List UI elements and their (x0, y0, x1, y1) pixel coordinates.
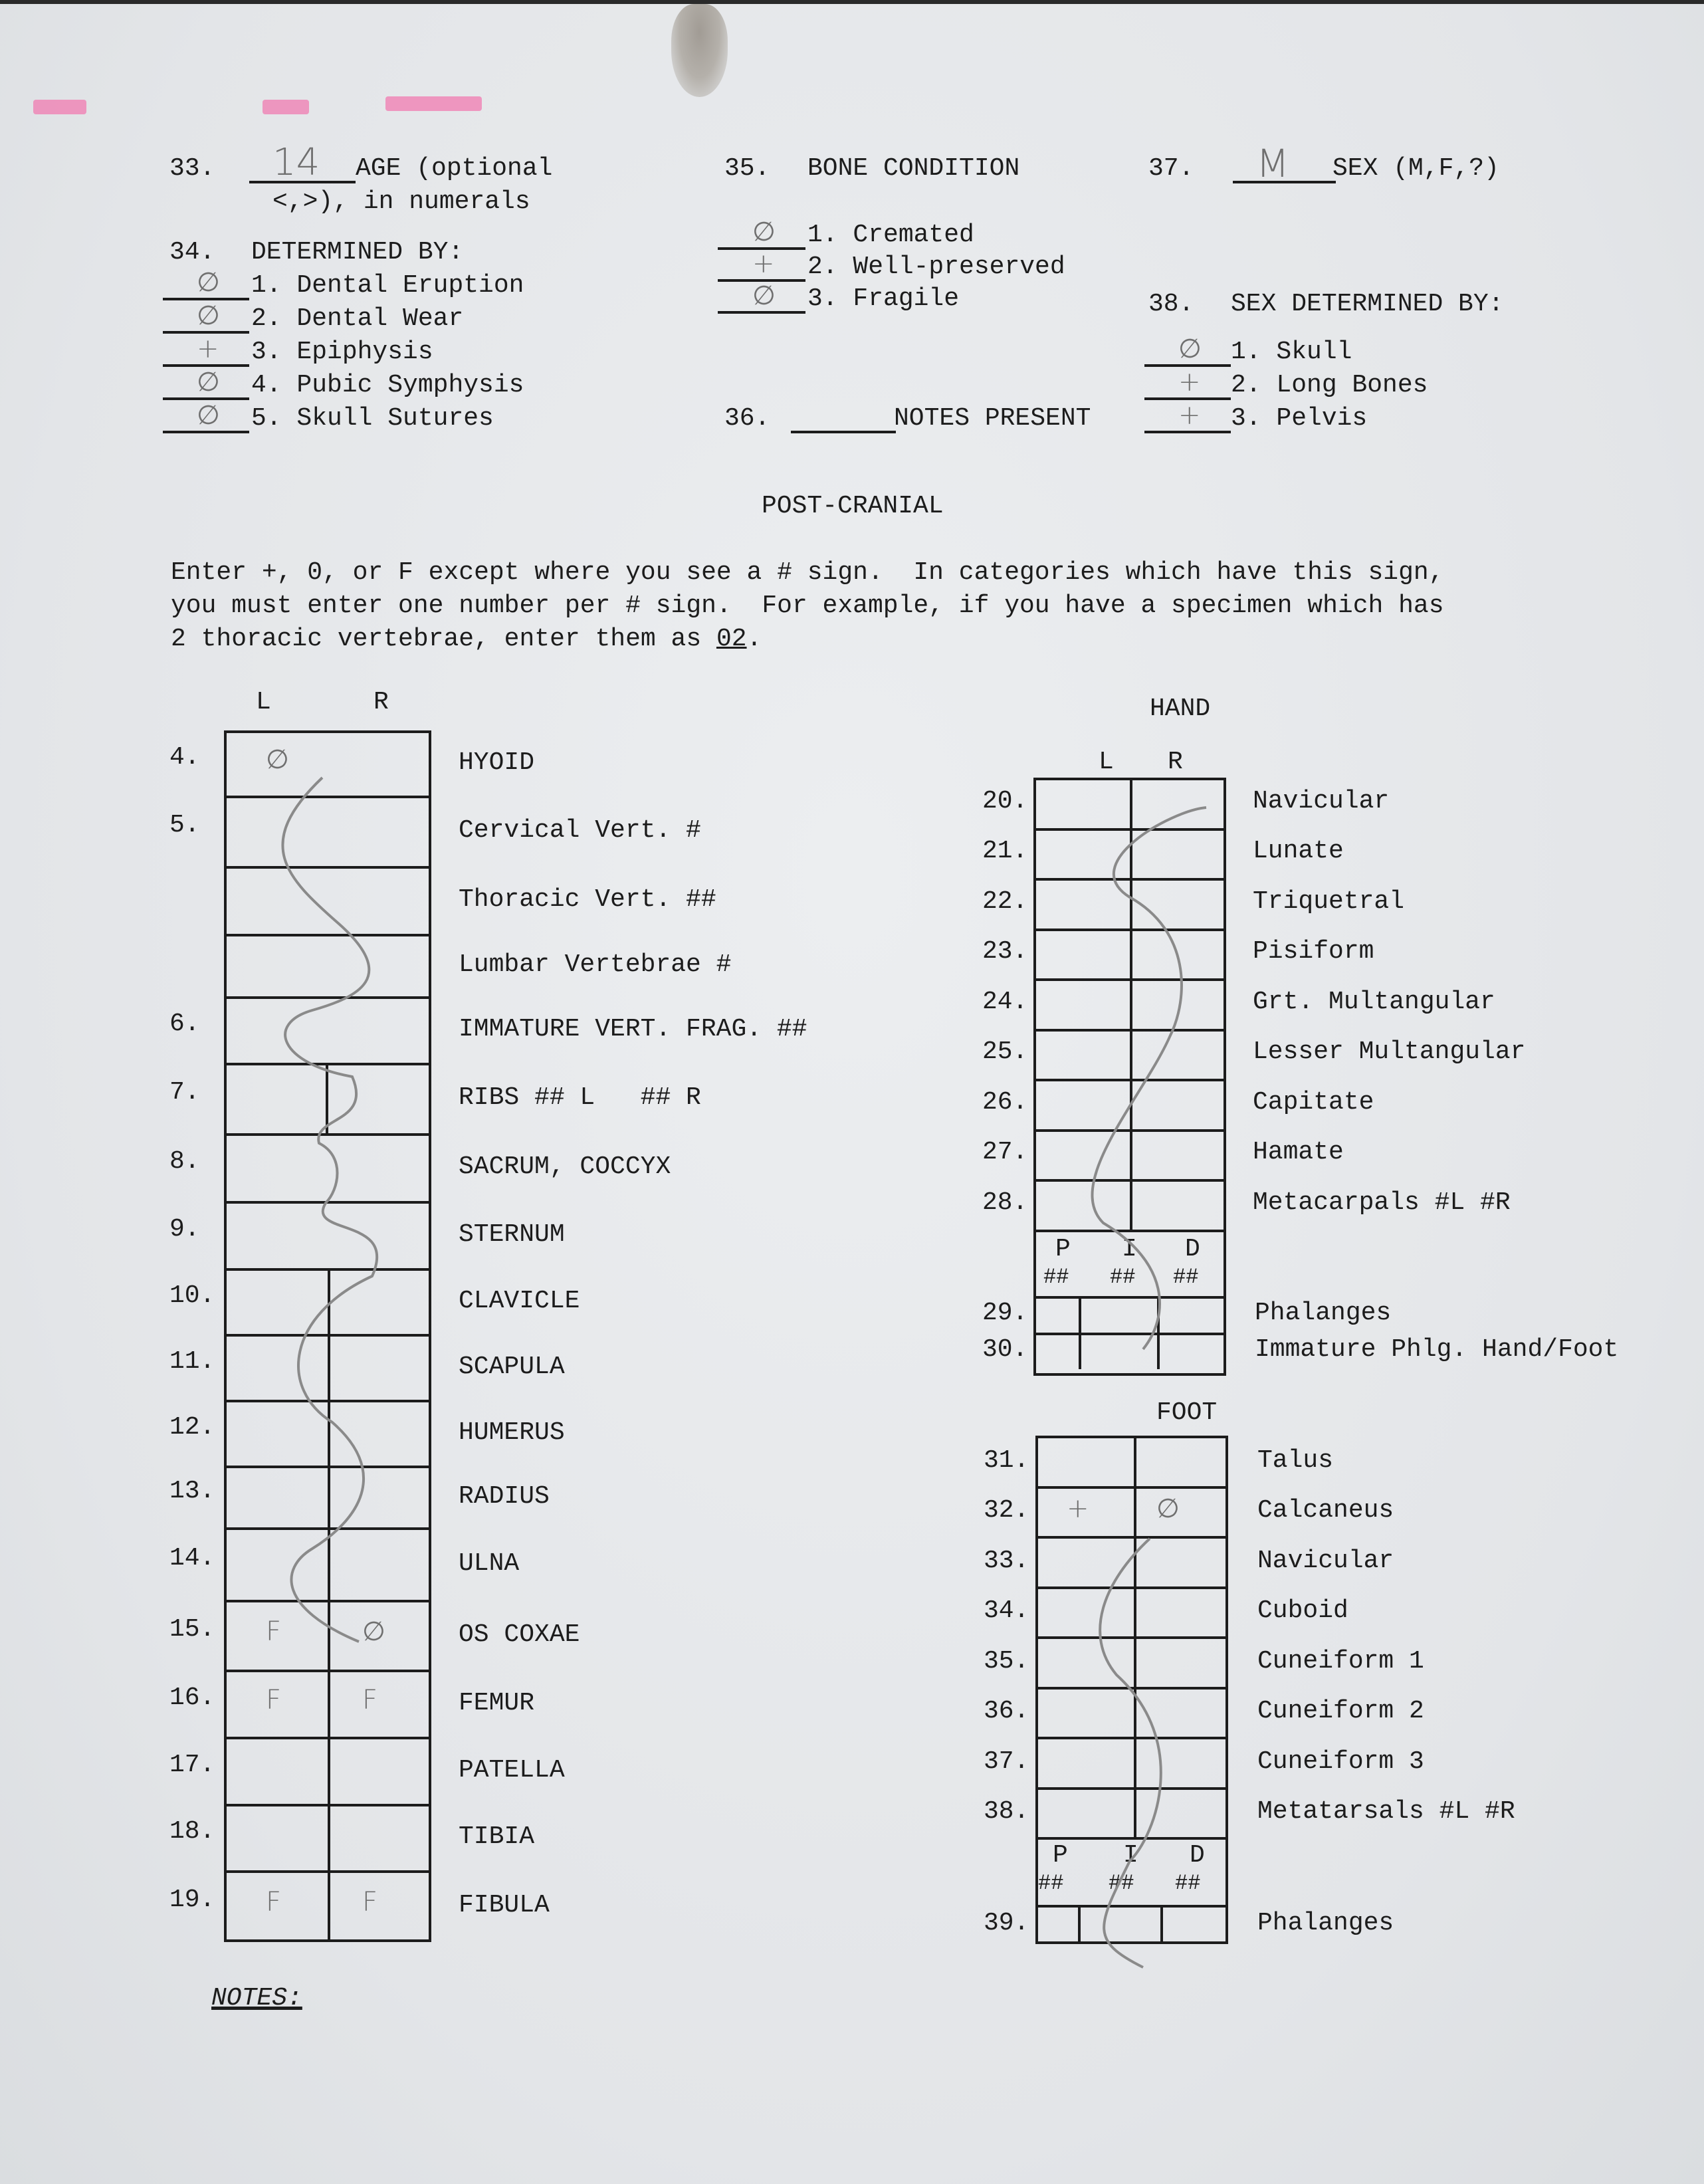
row-number: 13. (169, 1476, 215, 1505)
row-number: 19. (169, 1886, 215, 1914)
row-label: Metatarsals #L #R (1257, 1797, 1515, 1826)
column-divider (1078, 1905, 1081, 1943)
row-label: Phalanges (1255, 1299, 1392, 1327)
left-cell[interactable]: + (1067, 1493, 1089, 1525)
row-label: RADIUS (459, 1481, 550, 1511)
option-label: 3. Pelvis (1231, 404, 1368, 433)
option-mark[interactable]: ∅ (1178, 334, 1202, 364)
row-divider (1033, 1333, 1226, 1335)
row-number: 17. (169, 1750, 215, 1779)
row-label: HUMERUS (459, 1418, 565, 1447)
row-number: 31. (984, 1446, 1029, 1475)
column-divider (1134, 1486, 1136, 1537)
example-tail: . (746, 625, 762, 653)
row-number: 8. (169, 1147, 200, 1176)
row-number: 24. (982, 987, 1028, 1016)
row-label: OS COXAE (459, 1620, 580, 1649)
column-divider (1157, 1333, 1160, 1369)
pid-marks: ## (1110, 1264, 1136, 1289)
row-number: 11. (169, 1347, 215, 1376)
row-label: Cuboid (1257, 1596, 1348, 1626)
row-number: 18. (169, 1817, 215, 1846)
row-number: 22. (982, 887, 1028, 916)
option-label: 5. Skull Sutures (251, 404, 494, 433)
item35-number: 35. (724, 154, 770, 183)
column-divider (1160, 1905, 1163, 1943)
right-cell[interactable]: ∅ (1156, 1493, 1180, 1525)
row-label: Calcaneus (1257, 1496, 1394, 1525)
row-number: 12. (169, 1412, 215, 1442)
row-divider (1035, 1486, 1228, 1489)
option-field-line (718, 311, 805, 314)
pid-header: P (1053, 1841, 1068, 1870)
option-label: 2. Dental Wear (251, 304, 464, 333)
row-label: SCAPULA (459, 1352, 565, 1381)
row-number: 6. (169, 1010, 200, 1038)
row-number: 14. (169, 1543, 215, 1573)
row-divider (224, 1133, 431, 1136)
notes-label: NOTES: (211, 1984, 302, 2013)
hand-col-right: R (1168, 748, 1183, 776)
row-label: Metacarpals #L #R (1253, 1188, 1511, 1217)
option-mark[interactable]: ∅ (197, 267, 220, 298)
row-divider (1033, 1230, 1226, 1232)
option-label: 3. Fragile (807, 284, 960, 313)
row-number: 15. (169, 1614, 215, 1644)
column-divider (1130, 928, 1132, 979)
column-divider (1134, 1586, 1136, 1637)
row-label: IMMATURE VERT. FRAG. ## (459, 1015, 807, 1043)
row-label: Lesser Multangular (1253, 1037, 1526, 1067)
column-divider (1130, 878, 1132, 928)
row-number: 4. (169, 743, 200, 772)
column-divider (328, 1400, 330, 1466)
item33-number: 33. (169, 154, 215, 183)
row-divider (224, 934, 431, 936)
row-label: Navicular (1257, 1546, 1394, 1575)
option-label: 1. Dental Eruption (251, 271, 524, 300)
item36-number: 36. (724, 404, 770, 433)
instructions-line-3 (171, 625, 762, 654)
sex-label: SEX (M,F,?) (1332, 154, 1499, 183)
row-label: Navicular (1253, 786, 1390, 816)
column-divider (1134, 1436, 1136, 1486)
column-left-label: L (256, 688, 271, 716)
column-divider (1130, 1129, 1132, 1180)
option-mark[interactable]: ∅ (197, 300, 220, 331)
row-label: CLAVICLE (459, 1286, 580, 1315)
pid-header: D (1185, 1234, 1200, 1263)
item38-number: 38. (1148, 290, 1194, 318)
row-label: RIBS ## L ## R (459, 1083, 701, 1112)
row-label: Lunate (1253, 837, 1344, 866)
column-divider (1157, 1296, 1160, 1333)
row-number: 20. (982, 786, 1028, 816)
row-divider (1035, 1905, 1228, 1908)
right-cell[interactable]: ∅ (362, 1616, 385, 1647)
option-label: 4. Pubic Symphysis (251, 371, 524, 399)
row-number: 9. (169, 1214, 200, 1244)
option-mark[interactable]: + (197, 334, 219, 364)
left-cell[interactable]: F (266, 1887, 282, 1917)
row-label: HYOID (459, 748, 535, 777)
row-number: 30. (982, 1335, 1028, 1364)
option-mark[interactable]: ∅ (197, 400, 220, 431)
column-divider (328, 1600, 330, 1670)
option-mark[interactable]: + (1178, 367, 1201, 397)
left-cell[interactable]: F (266, 1684, 282, 1715)
age-label-2: <,>), in numerals (272, 187, 530, 216)
sex-field[interactable]: M (1256, 141, 1290, 186)
row-number: 21. (982, 837, 1028, 866)
pid-header: I (1122, 1234, 1137, 1263)
row-number: 7. (169, 1078, 200, 1107)
row-number: 36. (984, 1697, 1029, 1726)
option-field-line (163, 431, 249, 433)
row-number: 37. (984, 1747, 1029, 1776)
option-label: 2. Long Bones (1231, 371, 1428, 399)
column-divider (328, 1527, 330, 1600)
row-number: 25. (982, 1037, 1028, 1067)
row-divider (1035, 1787, 1228, 1790)
option-mark[interactable]: ∅ (197, 367, 220, 397)
pid-header: D (1190, 1841, 1205, 1870)
item37-number: 37. (1148, 154, 1194, 183)
row-label: Cuneiform 2 (1257, 1697, 1424, 1726)
row-divider (224, 1201, 431, 1204)
option-label: 1. Skull (1231, 338, 1352, 366)
column-divider (1079, 1296, 1081, 1333)
row-number: 26. (982, 1087, 1028, 1117)
row-divider (1035, 1586, 1228, 1589)
row-divider (224, 996, 431, 999)
row-label: Immature Phlg. Hand/Foot (1255, 1335, 1619, 1364)
column-divider (1130, 1179, 1132, 1230)
right-cell[interactable]: F (362, 1684, 378, 1715)
smudge-stain (671, 4, 728, 97)
column-divider (326, 1063, 328, 1133)
row-number: 39. (984, 1909, 1029, 1937)
column-divider (1130, 828, 1132, 879)
row-number: 27. (982, 1138, 1028, 1167)
row-label: TIBIA (459, 1822, 535, 1851)
row-number: 34. (984, 1596, 1029, 1626)
column-divider (1130, 1079, 1132, 1129)
option-mark[interactable]: + (752, 249, 775, 279)
column-divider (1130, 978, 1132, 1029)
row-number: 33. (984, 1546, 1029, 1575)
right-cell[interactable]: F (362, 1887, 378, 1917)
row-label: Cuneiform 1 (1257, 1646, 1424, 1676)
row-label: STERNUM (459, 1220, 565, 1249)
age-field[interactable]: 14 (272, 141, 320, 184)
row-label: Capitate (1253, 1087, 1374, 1117)
row-label: Cuneiform 3 (1257, 1747, 1424, 1776)
pid-marks: ## (1038, 1871, 1064, 1896)
row-divider (1035, 1837, 1228, 1840)
option-field-line (1144, 431, 1231, 433)
highlight-mark (385, 96, 482, 111)
row-label: Talus (1257, 1446, 1334, 1475)
row-label: FEMUR (459, 1688, 535, 1717)
foot-title: FOOT (1156, 1398, 1218, 1427)
pid-header: P (1055, 1234, 1071, 1263)
left-cell[interactable]: ∅ (266, 744, 289, 775)
row-label: Thoracic Vert. ## (459, 885, 716, 914)
row-divider (1033, 1296, 1226, 1299)
row-divider (224, 866, 431, 869)
column-divider (1134, 1636, 1136, 1687)
column-divider (1079, 1333, 1081, 1369)
column-divider (328, 1334, 330, 1400)
row-label: PATELLA (459, 1755, 565, 1785)
row-label: Phalanges (1257, 1909, 1394, 1937)
row-label: Lumbar Vertebrae # (459, 950, 732, 979)
row-label: ULNA (459, 1549, 520, 1578)
pid-header: I (1123, 1841, 1138, 1870)
column-divider (1134, 1536, 1136, 1586)
column-divider (1134, 1787, 1136, 1838)
row-number: 5. (169, 811, 200, 839)
row-number: 23. (982, 937, 1028, 966)
column-divider (1134, 1737, 1136, 1787)
row-label: Triquetral (1253, 887, 1405, 916)
pid-marks: ## (1175, 1871, 1201, 1896)
option-mark[interactable]: + (1178, 400, 1201, 431)
section-title: POST-CRANIAL (762, 492, 944, 520)
row-number: 38. (984, 1797, 1029, 1826)
row-number: 16. (169, 1683, 215, 1712)
instructions-text: 2 thoracic vertebrae, enter them as (171, 625, 716, 653)
row-label: SACRUM, COCCYX (459, 1152, 671, 1181)
row-number: 32. (984, 1496, 1029, 1525)
row-label: Cervical Vert. # (459, 816, 701, 845)
item35-label: BONE CONDITION (807, 154, 1020, 183)
pid-marks: ## (1173, 1264, 1199, 1289)
column-divider (328, 1466, 330, 1527)
option-mark[interactable]: ∅ (752, 280, 776, 311)
column-divider (328, 1737, 330, 1804)
hand-title: HAND (1150, 695, 1211, 723)
column-divider (1134, 1687, 1136, 1737)
option-label: 2. Well-preserved (807, 253, 1065, 281)
column-divider (328, 1670, 330, 1737)
item34-number: 34. (169, 238, 215, 267)
column-divider (328, 1804, 330, 1870)
row-number: 28. (982, 1188, 1028, 1217)
row-number: 35. (984, 1646, 1029, 1676)
row-label: Pisiform (1253, 937, 1374, 966)
option-label: 3. Epiphysis (251, 338, 433, 366)
column-right-label: R (373, 688, 389, 716)
example-value: 02 (716, 625, 747, 653)
row-divider (1035, 1687, 1228, 1690)
column-divider (328, 1268, 330, 1334)
row-number: 29. (982, 1299, 1028, 1327)
row-divider (224, 796, 431, 798)
instructions-line-2: you must enter one number per # sign. For example, if you have a specimen which has (171, 592, 1444, 620)
item34-label: DETERMINED BY: (251, 238, 464, 267)
row-number: 10. (169, 1281, 215, 1310)
highlight-mark (33, 100, 86, 114)
age-label: AGE (optional (356, 154, 553, 183)
notes-present-field[interactable] (791, 431, 896, 433)
option-label: 1. Cremated (807, 221, 974, 249)
row-divider (1035, 1636, 1228, 1639)
row-label: FIBULA (459, 1891, 550, 1919)
column-divider (1130, 778, 1132, 828)
option-mark[interactable]: ∅ (752, 217, 776, 247)
row-divider (1035, 1536, 1228, 1539)
pid-marks: ## (1043, 1264, 1069, 1289)
left-cell[interactable]: F (266, 1616, 282, 1647)
hand-col-left: L (1099, 748, 1114, 776)
column-divider (328, 1870, 330, 1941)
highlight-mark (263, 100, 309, 114)
item38-label: SEX DETERMINED BY: (1231, 290, 1504, 318)
row-label: Grt. Multangular (1253, 987, 1495, 1016)
column-divider (1130, 1029, 1132, 1079)
row-divider (1035, 1737, 1228, 1739)
row-label: Hamate (1253, 1138, 1344, 1167)
scan-edge (0, 0, 1704, 4)
instructions-line-1: Enter +, 0, or F except where you see a # sign. In categories which have this sign, (171, 558, 1444, 587)
notes-present-label: NOTES PRESENT (894, 404, 1091, 433)
pid-marks: ## (1109, 1871, 1134, 1896)
